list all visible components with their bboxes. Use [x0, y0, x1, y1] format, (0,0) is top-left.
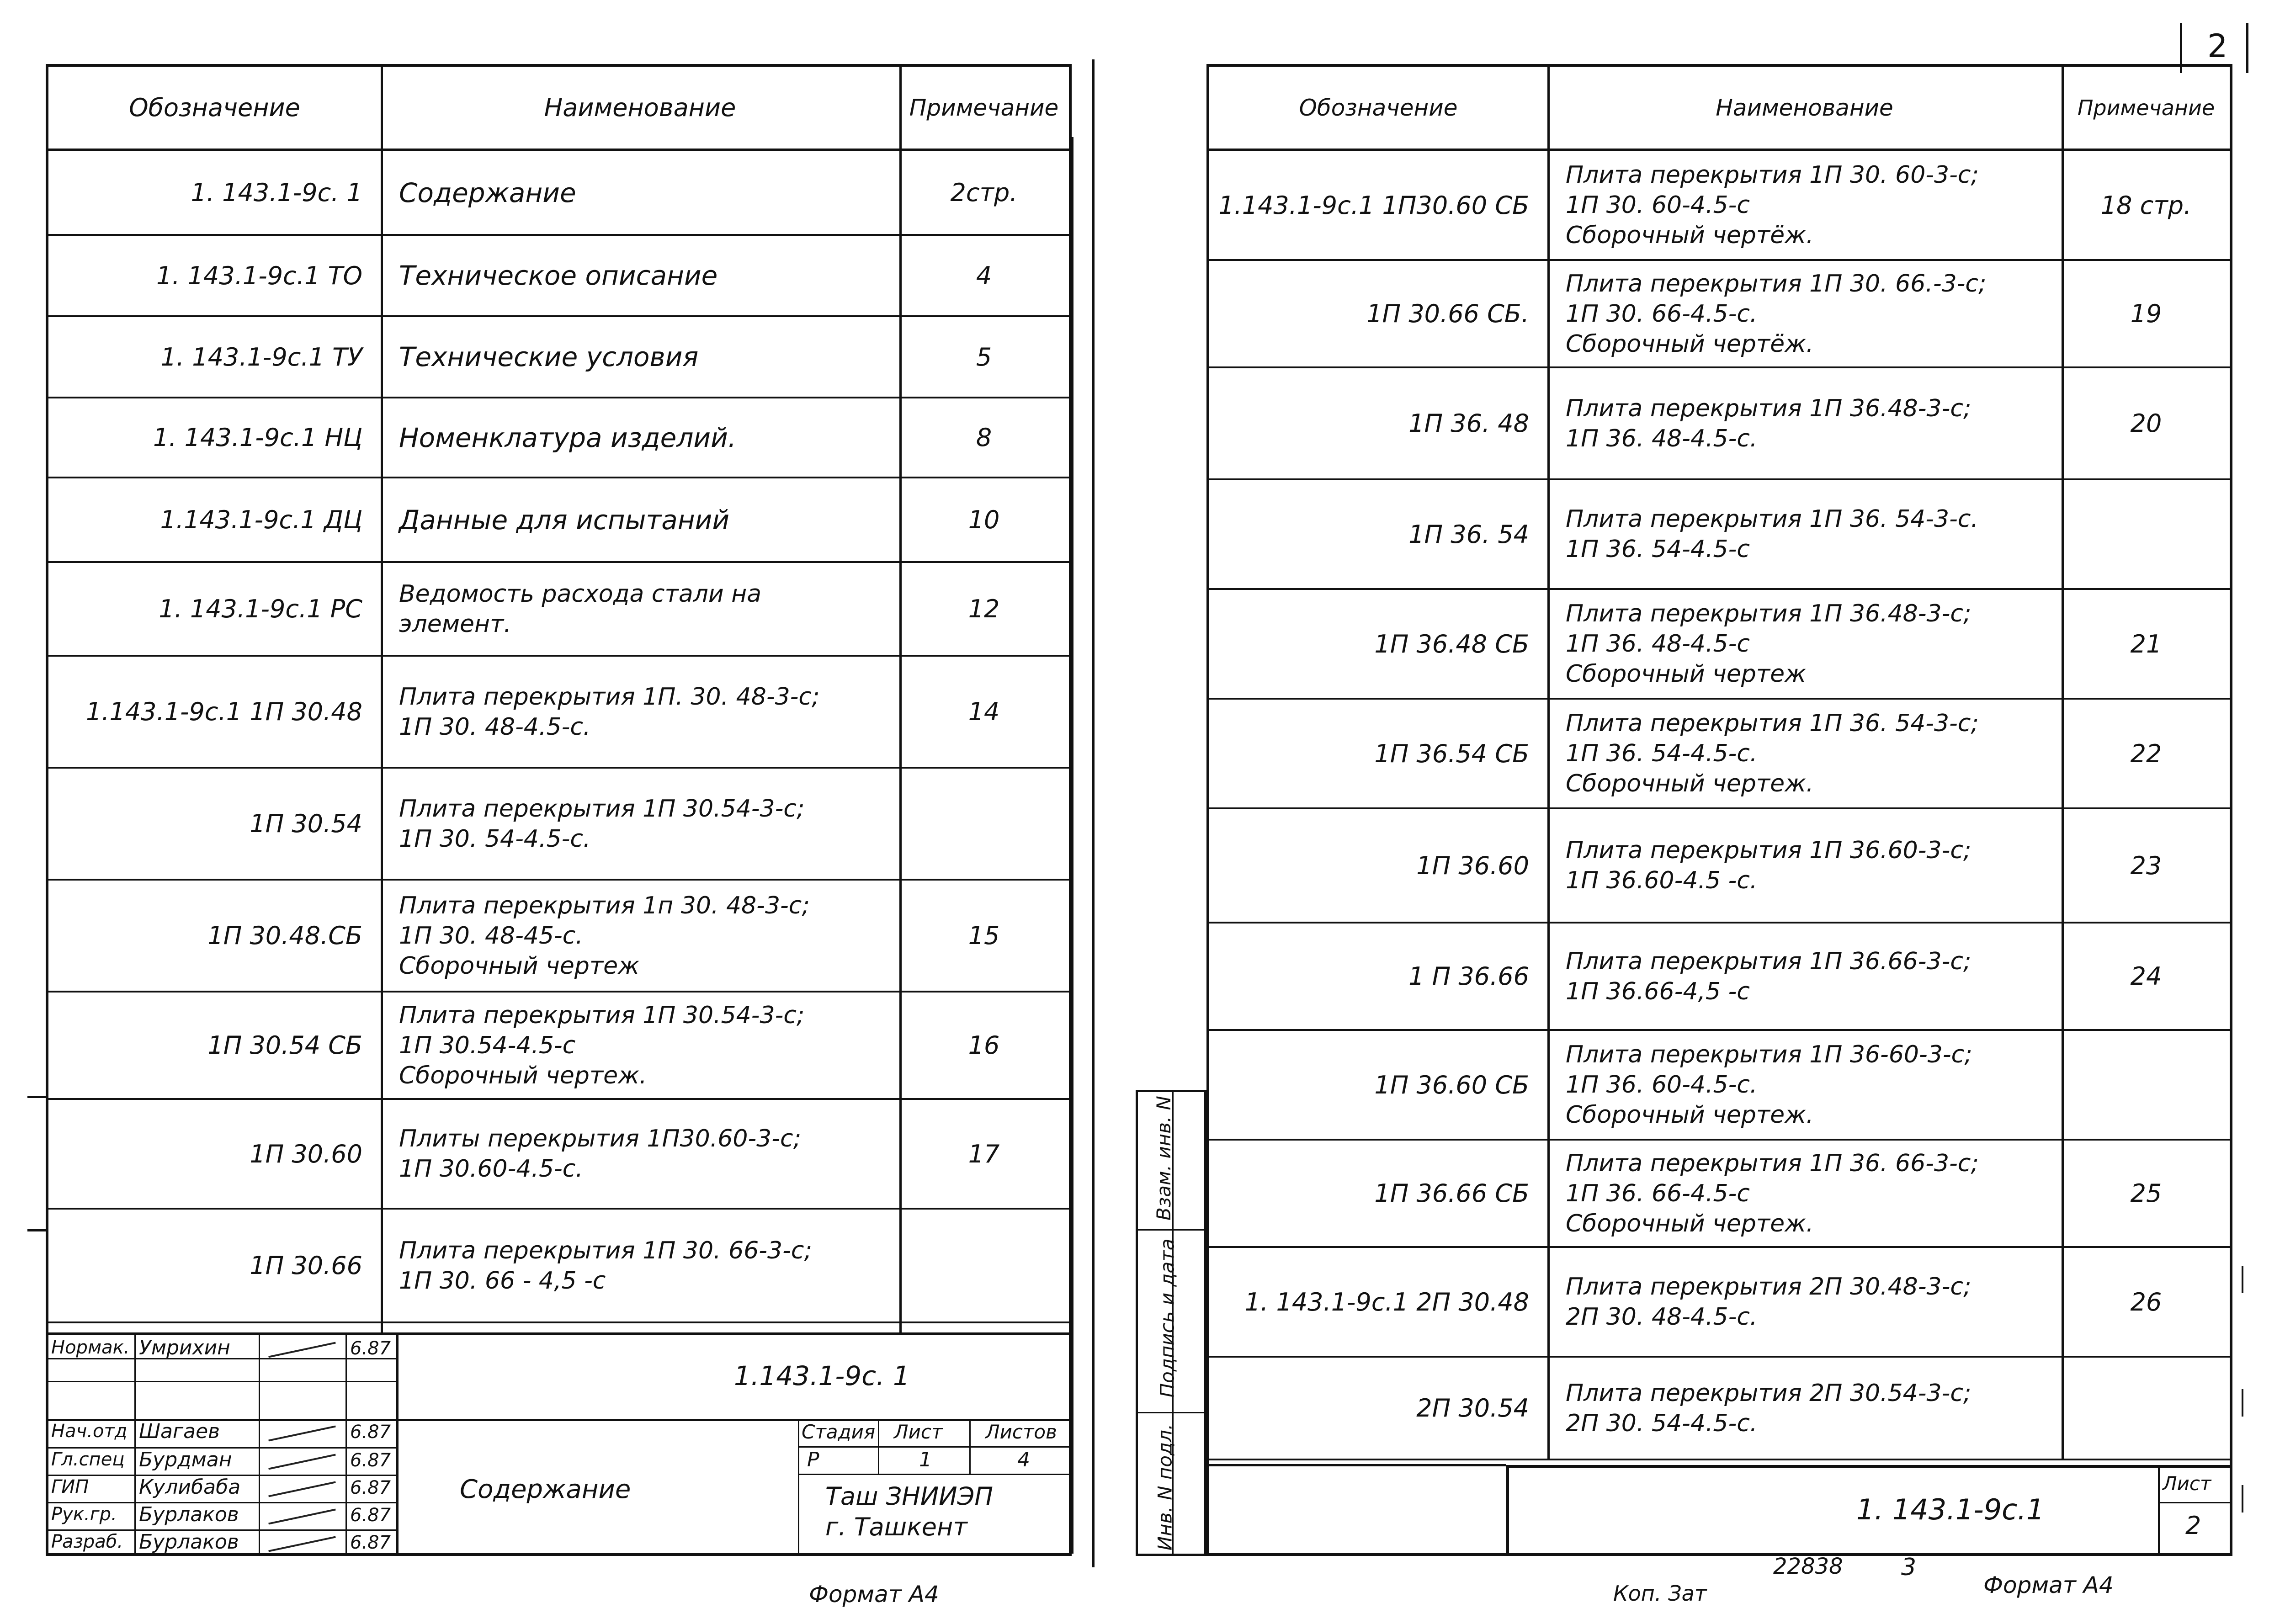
- right-row-note: 25: [2130, 1179, 2162, 1208]
- right-row-note: [2062, 480, 2231, 588]
- right-row-name-line: 2П 30. 54-4.5-с.: [1566, 1409, 1758, 1437]
- stage-value: Р: [807, 1448, 819, 1471]
- right-row-note: 20: [2130, 409, 2162, 438]
- title-block-doc-title: Содержание: [460, 1475, 631, 1504]
- right-row-name: [1547, 1141, 2062, 1246]
- left-row-name: [381, 1100, 899, 1208]
- right-row-name: [1547, 151, 2062, 259]
- right-row-note: 22: [2130, 739, 2162, 768]
- side-stamp: [1136, 1090, 1206, 1556]
- right-row-name-line: Плита перекрытия 1П 36. 66-3-с;: [1566, 1149, 1979, 1177]
- left-row-note: 12: [968, 594, 1000, 623]
- left-row-note: 15: [968, 921, 1000, 950]
- left-row: [48, 398, 1069, 478]
- left-row: [48, 236, 1069, 317]
- left-row: [48, 769, 1069, 881]
- right-sheet: [1206, 64, 2232, 1556]
- left-row-note: 2стр.: [950, 178, 1018, 207]
- left-row-code: 1. 143.1-9с. 1: [191, 178, 362, 207]
- right-edge-mark-2: [2242, 1389, 2243, 1417]
- left-row: [48, 1210, 1069, 1323]
- right-row-name: [1547, 1248, 2062, 1356]
- right-row: [1209, 1031, 2230, 1141]
- left-row-code: 1П 30.48.СБ: [207, 921, 362, 950]
- right-row-name-line: 1П 36. 48-4.5-с.: [1566, 425, 1758, 452]
- left-row: [48, 1100, 1069, 1210]
- right-row-name-line: 1П 36.66-4,5 -с: [1566, 977, 1750, 1005]
- right-row-name-line: Плита перекрытия 1П 30. 60-3-с;: [1566, 161, 1979, 189]
- right-row: [1209, 1141, 2230, 1248]
- right-row-name-line: 2П 30. 48-4.5-с.: [1566, 1303, 1758, 1331]
- left-row: [48, 317, 1069, 398]
- right-row-name-line: Плита перекрытия 2П 30.48-3-с;: [1566, 1273, 1971, 1300]
- right-stamp-sheet-label: Лист: [2163, 1472, 2211, 1495]
- left-row-name: [381, 1210, 899, 1321]
- left-row-name: [381, 563, 899, 655]
- stamp-date: 6.87: [350, 1505, 391, 1526]
- stamp-person-name: Бурдман: [139, 1448, 232, 1471]
- right-row: [1209, 480, 2230, 590]
- left-edge-tick-2: [27, 1229, 46, 1231]
- left-row-code: 1.143.1-9с.1 ДЦ: [160, 505, 362, 534]
- right-row-name-line: 1П 36. 60-4.5-с.: [1566, 1071, 1758, 1099]
- right-stamp: [1506, 1465, 2230, 1553]
- left-row-note: 8: [976, 423, 992, 452]
- right-row-name-line: Плита перекрытия 1П 36.48-3-с;: [1566, 394, 1971, 422]
- stamp-role: Нач.отд: [51, 1421, 128, 1442]
- left-row-name-line: Плита перекрытия 1П 30.54-3-с;: [399, 795, 805, 823]
- left-row-name: [381, 317, 899, 397]
- right-row: [1209, 151, 2230, 261]
- right-row-name-line: Плита перекрытия 1П 30. 66.-3-с;: [1566, 270, 1987, 297]
- right-row-name-line: 1П 36. 54-4.5-с.: [1566, 740, 1758, 767]
- side-label-signature-date: Подпись и дата: [1156, 1238, 1179, 1398]
- bottom-number: 22838: [1773, 1554, 1843, 1579]
- stamp-person-name: Шагаев: [139, 1420, 220, 1443]
- left-row-name-line: Плита перекрытия 1П 30. 66-3-с;: [399, 1237, 813, 1264]
- right-row-name-line: Плита перекрытия 1П 36-60-3-с;: [1566, 1041, 1972, 1068]
- right-row-note: 18 стр.: [2100, 191, 2192, 220]
- right-row-name-line: 1П 36.60-4.5 -с.: [1566, 867, 1758, 894]
- right-row-note: 21: [2130, 629, 2162, 658]
- left-row-note: 10: [968, 505, 1000, 534]
- right-row-code: 1П 30.66 СБ.: [1366, 299, 1529, 328]
- left-row-code: 1. 143.1-9с.1 РС: [159, 594, 362, 623]
- stamp-date: 6.87: [350, 1338, 391, 1359]
- left-row-code: 1.143.1-9с.1 1П 30.48: [85, 697, 362, 726]
- stamp-date: 6.87: [350, 1450, 391, 1471]
- right-row-name-line: Плита перекрытия 1П 36.60-3-с;: [1566, 837, 1971, 864]
- page-number: 2: [2207, 27, 2228, 65]
- right-row-code: 1. 143.1-9с.1 2П 30.48: [1244, 1287, 1529, 1316]
- left-row-name-line: Техническое описание: [399, 260, 718, 291]
- left-row-name: [381, 236, 899, 315]
- stamp-role: Рук.гр.: [51, 1504, 117, 1525]
- right-row-code: 1П 36.60 СБ: [1374, 1070, 1529, 1099]
- stage-label: Стадия: [802, 1421, 876, 1443]
- left-row-name: [381, 478, 899, 561]
- left-row-name-line: Сборочный чертеж: [399, 952, 639, 980]
- right-row-name: [1547, 480, 2062, 588]
- stamp-signature: [268, 1481, 336, 1497]
- right-row-name-line: Плита перекрытия 1П 36. 54-3-с.: [1566, 505, 1979, 533]
- right-row-name-line: Плита перекрытия 1П 36.48-3-с;: [1566, 600, 1971, 627]
- left-row: [48, 151, 1069, 236]
- left-sheet: [46, 64, 1072, 1556]
- right-table-header: [1209, 67, 2230, 151]
- left-row: [48, 563, 1069, 657]
- left-row-code: 1П 30.54 СБ: [207, 1031, 362, 1060]
- left-row-name-line: 1П 30. 66 - 4,5 -с: [399, 1267, 606, 1295]
- left-row-name: [381, 992, 899, 1098]
- stamp-person-name: Бурлаков: [139, 1503, 239, 1526]
- right-header-designation: Обозначение: [1299, 94, 1458, 121]
- right-row: [1209, 1248, 2230, 1358]
- sheet-value: 1: [919, 1448, 932, 1471]
- right-row-code: 1П 36.66 СБ: [1374, 1179, 1529, 1208]
- left-row-name-line: Плиты перекрытия 1П30.60-3-с;: [399, 1125, 802, 1152]
- left-row: [48, 478, 1069, 563]
- org-line-2: г. Ташкент: [825, 1513, 967, 1541]
- format-label-right: Формат А4: [1983, 1572, 2114, 1598]
- left-row-code: 1П 30.66: [250, 1251, 362, 1280]
- right-row-code: 1П 36.54 СБ: [1374, 739, 1529, 768]
- left-row-name-line: 1П 30. 48-4.5-с.: [399, 713, 591, 741]
- left-row-name: [381, 398, 899, 477]
- left-row-code: 1. 143.1-9с.1 ТУ: [160, 342, 362, 372]
- right-row: [1209, 590, 2230, 700]
- right-row-name-line: Плита перекрытия 2П 30.54-3-с;: [1566, 1379, 1971, 1407]
- left-row-note: [899, 769, 1068, 879]
- format-label-left: Формат А4: [809, 1581, 939, 1608]
- stamp-date: 6.87: [350, 1532, 391, 1553]
- left-row-code: 1П 30.60: [250, 1139, 362, 1168]
- right-row-code: 1П 36. 54: [1408, 520, 1529, 549]
- left-row: [48, 657, 1069, 769]
- left-row-note: [899, 1210, 1068, 1321]
- right-row-name-line: 1П 36. 66-4.5-с: [1566, 1179, 1750, 1207]
- right-header-note: Примечание: [2077, 95, 2215, 120]
- left-row-note: 5: [976, 342, 992, 372]
- right-row-code: 1П 36. 48: [1408, 409, 1529, 438]
- left-row-code: 1П 30.54: [250, 809, 362, 838]
- right-row-name: [1547, 809, 2062, 922]
- left-row-name-line: 1П 30.54-4.5-с: [399, 1031, 576, 1059]
- right-row-note: 19: [2130, 299, 2162, 328]
- left-row: [48, 881, 1069, 992]
- left-edge-tick-1: [27, 1096, 46, 1098]
- right-row-note: 23: [2130, 851, 2162, 880]
- right-row-name-line: 1П 30. 60-4.5-с: [1566, 191, 1750, 219]
- side-label-inv-podl: Инв. N подл.: [1153, 1423, 1176, 1551]
- left-row-note: 17: [968, 1139, 1000, 1168]
- sheets-label: Листов: [985, 1421, 1057, 1443]
- stamp-person-name: Кулибаба: [139, 1475, 241, 1499]
- right-row-name: [1547, 700, 2062, 807]
- right-row-code: 1.143.1-9с.1 1П30.60 СБ: [1218, 191, 1529, 220]
- right-row-name-line: Сборочный чертеж.: [1566, 770, 1814, 797]
- right-row-name-line: 1П 30. 66-4.5-с.: [1566, 300, 1758, 328]
- right-row-note: 26: [2130, 1287, 2162, 1316]
- right-row-name: [1547, 261, 2062, 366]
- side-label-vzam-inv: Взам. инв. N: [1152, 1096, 1175, 1221]
- left-row: [48, 992, 1069, 1100]
- left-row-name-line: Ведомость расхода стали на: [399, 580, 762, 608]
- left-row-note: 4: [976, 261, 992, 290]
- right-sheet-separator: [1072, 137, 1073, 1554]
- right-stamp-sheet-value: 2: [2185, 1511, 2201, 1540]
- stamp-date: 6.87: [350, 1477, 391, 1498]
- right-row-name: [1547, 368, 2062, 478]
- stamp-signature: [268, 1508, 336, 1524]
- left-row-name-line: Сборочный чертеж.: [399, 1061, 647, 1089]
- right-row: [1209, 809, 2230, 923]
- left-row-name: [381, 769, 899, 879]
- left-row-note: 16: [968, 1031, 1000, 1060]
- right-row: [1209, 1358, 2230, 1460]
- right-row-name: [1547, 923, 2062, 1029]
- right-row-name-line: Сборочный чертёж.: [1566, 222, 1814, 249]
- left-row-name-line: Данные для испытаний: [399, 504, 730, 536]
- left-row-name-line: Плита перекрытия 1П. 30. 48-3-с;: [399, 683, 820, 711]
- left-row-name-line: Плита перекрытия 1П 30.54-3-с;: [399, 1001, 805, 1029]
- sheet-label: Лист: [894, 1421, 943, 1443]
- right-row: [1209, 923, 2230, 1031]
- left-header-designation: Обозначение: [129, 93, 300, 122]
- right-edge-mark-3: [2242, 1485, 2243, 1513]
- stamp-row-line: [48, 1381, 396, 1382]
- left-row-name-line: 1П 30. 54-4.5-с.: [399, 825, 591, 853]
- right-row: [1209, 368, 2230, 480]
- stamp-person-name: Умрихин: [139, 1336, 230, 1359]
- right-edge-mark-1: [2242, 1266, 2243, 1293]
- right-row-name-line: 1П 36. 48-4.5-с: [1566, 630, 1750, 658]
- stamp-signature: [268, 1454, 336, 1470]
- right-row-name-line: Сборочный чертеж.: [1566, 1101, 1814, 1129]
- left-row-name-line: Плита перекрытия 1п 30. 48-3-с;: [399, 892, 810, 919]
- stamp-row-line: [48, 1419, 396, 1420]
- right-row-note: 24: [2130, 962, 2162, 991]
- left-row-name-line: Номенклатура изделий.: [399, 422, 737, 453]
- stamp-role: ГИП: [51, 1476, 89, 1497]
- center-separator: [1092, 59, 1095, 1567]
- left-row-note: 14: [968, 697, 1000, 726]
- stage-block: [798, 1419, 1069, 1556]
- right-row-name: [1547, 1031, 2062, 1139]
- stamp-role: Гл.спец: [51, 1449, 125, 1470]
- left-row-name: [381, 657, 899, 767]
- right-row-name-line: Сборочный чертёж.: [1566, 330, 1814, 358]
- stamp-signature: [268, 1536, 336, 1552]
- right-row-note: [2062, 1358, 2231, 1459]
- right-header-name: Наименование: [1716, 94, 1893, 121]
- right-stamp-designation: 1. 143.1-9с.1: [1856, 1493, 2045, 1526]
- right-row: [1209, 261, 2230, 368]
- left-header-name: Наименование: [544, 93, 736, 122]
- left-row-code: 1. 143.1-9с.1 НЦ: [153, 423, 362, 452]
- right-row-name-line: Плита перекрытия 1П 36.66-3-с;: [1566, 947, 1971, 975]
- stamp-person-name: Бурлаков: [139, 1530, 239, 1554]
- stamp-role: Разраб.: [51, 1531, 123, 1552]
- stamp-signature: [268, 1425, 336, 1441]
- left-row-name-line: Технические условия: [399, 341, 699, 372]
- sheets-value: 4: [1017, 1448, 1030, 1471]
- bottom-number-2: 3: [1901, 1554, 1917, 1581]
- stamp-signature: [268, 1342, 336, 1358]
- left-row-name-line: 1П 30.60-4.5-с.: [399, 1155, 583, 1183]
- right-row-code: 1П 36.60: [1416, 851, 1529, 880]
- title-block-designation: 1.143.1-9с. 1: [734, 1360, 910, 1391]
- left-row-code: 1. 143.1-9с.1 ТО: [156, 261, 362, 290]
- left-row-name: [381, 151, 899, 234]
- left-row-name-line: 1П 30. 48-45-с.: [399, 922, 583, 950]
- left-table-header: [48, 67, 1069, 151]
- left-row-name: [381, 881, 899, 991]
- right-row-code: 2П 30.54: [1416, 1394, 1529, 1422]
- right-row-name: [1547, 1358, 2062, 1459]
- stamp-date: 6.87: [350, 1422, 391, 1443]
- copy-label: Коп. Зат: [1613, 1581, 1707, 1606]
- right-row-note: [2062, 1031, 2231, 1139]
- left-row-name-line: Содержание: [399, 177, 576, 208]
- right-row-name: [1547, 590, 2062, 698]
- right-row: [1209, 700, 2230, 809]
- right-row-code: 1 П 36.66: [1408, 962, 1529, 991]
- right-row-name-line: Сборочный чертеж.: [1566, 1210, 1814, 1237]
- title-block: [48, 1332, 1069, 1553]
- right-row-name-line: Плита перекрытия 1П 36. 54-3-с;: [1566, 710, 1979, 737]
- org-line-1: Таш ЗНИИЭП: [825, 1482, 993, 1511]
- right-row-name-line: 1П 36. 54-4.5-с: [1566, 536, 1750, 563]
- left-row-name-line: элемент.: [399, 610, 511, 638]
- right-row-name-line: Сборочный чертеж: [1566, 660, 1806, 688]
- stamp-role: Нормак.: [51, 1337, 130, 1358]
- left-header-note: Примечание: [909, 94, 1059, 121]
- right-row-code: 1П 36.48 СБ: [1374, 629, 1529, 658]
